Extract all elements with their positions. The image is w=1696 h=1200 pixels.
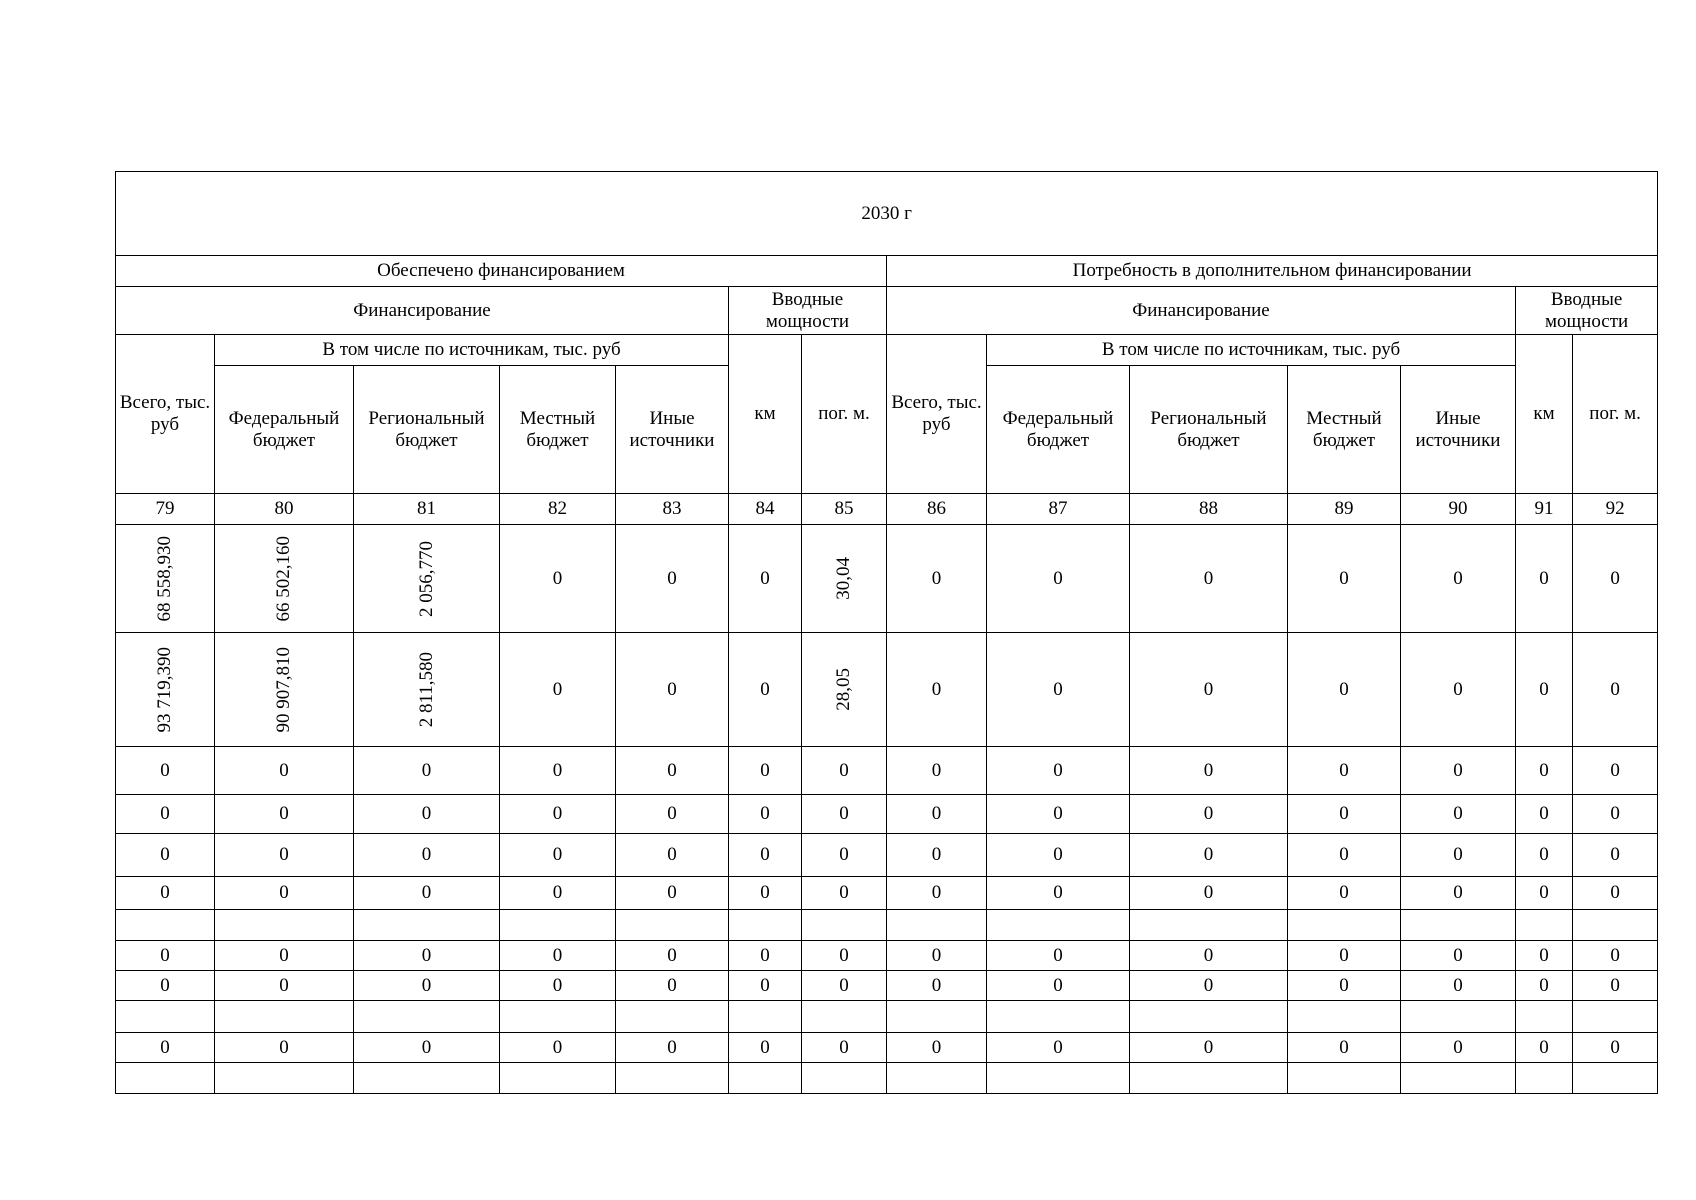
table-row (116, 971, 1658, 1001)
table-cell: 0 (616, 633, 729, 747)
additional-local-header: Местный бюджет (1288, 366, 1401, 494)
table-cell: 0 (1401, 633, 1516, 747)
table-cell: 0 (729, 941, 802, 971)
table-cell: 0 (500, 1033, 616, 1063)
table-cell: 0 (1288, 525, 1401, 633)
table-cell (1573, 1001, 1658, 1033)
table-cell: 0 (116, 877, 215, 910)
table-cell: 0 (987, 747, 1130, 795)
table-cell: 0 (887, 795, 987, 834)
table-cell (1130, 1001, 1288, 1033)
table-cell (987, 1063, 1130, 1094)
table-cell: 0 (1573, 795, 1658, 834)
table-cell: 0 (1401, 525, 1516, 633)
table-cell: 0 (616, 747, 729, 795)
table-cell: 0 (729, 1033, 802, 1063)
vertical-value: 28,05 (833, 668, 854, 711)
table-cell: 0 (1130, 747, 1288, 795)
additional-sources-header: В том числе по источникам, тыс. руб (987, 335, 1516, 366)
vertical-value: 68 558,930 (154, 535, 175, 622)
additional-total-header: Всего, тыс. руб (887, 335, 987, 494)
table-cell: 0 (802, 795, 887, 834)
table-cell: 0 (1516, 877, 1573, 910)
financing-table (115, 171, 1658, 1094)
table-cell (802, 633, 887, 747)
table-cell: 0 (1516, 971, 1573, 1001)
table-cell: 0 (1130, 633, 1288, 747)
table-cell: 0 (500, 633, 616, 747)
table-cell: 0 (802, 941, 887, 971)
additional-federal-header: Федеральный бюджет (987, 366, 1130, 494)
table-cell: 0 (1573, 747, 1658, 795)
table-cell: 0 (616, 971, 729, 1001)
table-cell: 0 (1288, 941, 1401, 971)
table-cell: 0 (1288, 971, 1401, 1001)
table-row (116, 795, 1658, 834)
column-number-cell: 85 (802, 494, 887, 525)
table-cell: 0 (1573, 1033, 1658, 1063)
table-cell: 0 (1516, 1033, 1573, 1063)
table-cell: 0 (116, 795, 215, 834)
table-cell: 0 (1573, 941, 1658, 971)
column-number-cell: 82 (500, 494, 616, 525)
table-cell: 0 (116, 941, 215, 971)
table-cell: 0 (215, 795, 354, 834)
table-cell (354, 525, 500, 633)
table-cell: 0 (1288, 877, 1401, 910)
table-cell: 0 (354, 795, 500, 834)
table-cell (1573, 910, 1658, 941)
table-row (116, 1063, 1658, 1094)
table-cell (1516, 1063, 1573, 1094)
table-cell (1573, 1063, 1658, 1094)
table-cell (802, 1063, 887, 1094)
table-cell (729, 910, 802, 941)
table-cell: 0 (802, 1033, 887, 1063)
table-cell: 0 (887, 525, 987, 633)
additional-km-header: км (1516, 335, 1573, 494)
vertical-value: 30,04 (833, 557, 854, 600)
table-cell: 0 (729, 747, 802, 795)
secured-km-header: км (729, 335, 802, 494)
table-cell: 0 (354, 747, 500, 795)
table-cell: 0 (215, 941, 354, 971)
column-number-cell: 91 (1516, 494, 1573, 525)
table-cell (500, 1063, 616, 1094)
table-cell: 0 (887, 834, 987, 877)
table-cell (1288, 910, 1401, 941)
table-cell: 0 (1573, 633, 1658, 747)
table-cell: 0 (1401, 747, 1516, 795)
additional-other-header: Иные источники (1401, 366, 1516, 494)
table-cell: 0 (1288, 1033, 1401, 1063)
table-cell: 0 (1401, 941, 1516, 971)
table-cell (1288, 1001, 1401, 1033)
table-cell: 0 (1401, 1033, 1516, 1063)
table-cell: 0 (616, 941, 729, 971)
table-cell: 0 (987, 877, 1130, 910)
table-cell: 0 (116, 971, 215, 1001)
table-cell: 0 (1516, 633, 1573, 747)
table-cell: 0 (987, 971, 1130, 1001)
table-cell (116, 525, 215, 633)
table-cell (616, 1063, 729, 1094)
table-cell: 0 (1573, 834, 1658, 877)
table-cell: 0 (987, 525, 1130, 633)
table-row (116, 941, 1658, 971)
table-cell (354, 1063, 500, 1094)
table-cell: 0 (616, 525, 729, 633)
vertical-value: 2 811,580 (415, 651, 437, 728)
table-cell: 0 (1573, 877, 1658, 910)
table-cell (802, 1001, 887, 1033)
table-cell: 0 (215, 834, 354, 877)
column-number-cell: 79 (116, 494, 215, 525)
table-cell: 0 (354, 834, 500, 877)
table-cell: 0 (729, 525, 802, 633)
table-cell (1401, 1001, 1516, 1033)
table-cell (987, 910, 1130, 941)
table-cell: 0 (887, 971, 987, 1001)
column-number-cell: 90 (1401, 494, 1516, 525)
table-row (116, 910, 1658, 941)
additional-financing-header: Потребность в дополнительном финансировании (887, 256, 1658, 287)
table-cell: 0 (616, 795, 729, 834)
column-number-cell: 92 (1573, 494, 1658, 525)
table-cell (1401, 1063, 1516, 1094)
table-cell: 0 (1288, 633, 1401, 747)
table-row (116, 633, 1658, 747)
table-cell: 0 (116, 1033, 215, 1063)
secured-total-header: Всего, тыс. руб (116, 335, 215, 494)
vertical-value: 2 056,770 (415, 540, 437, 617)
table-cell: 0 (1130, 525, 1288, 633)
column-number-cell: 88 (1130, 494, 1288, 525)
table-cell (887, 910, 987, 941)
table-cell: 0 (500, 941, 616, 971)
table-cell: 0 (887, 747, 987, 795)
column-number-cell: 84 (729, 494, 802, 525)
table-cell (887, 1063, 987, 1094)
table-cell: 0 (116, 747, 215, 795)
table-cell: 0 (1130, 1033, 1288, 1063)
secured-financing-header: Обеспечено финансированием (116, 256, 887, 287)
table-cell (1130, 910, 1288, 941)
table-cell (116, 910, 215, 941)
table-cell (116, 1001, 215, 1033)
table-cell: 0 (802, 834, 887, 877)
column-number-cell: 89 (1288, 494, 1401, 525)
table-cell (1516, 1001, 1573, 1033)
column-numbers-row (116, 494, 1658, 525)
year-title: 2030 г (116, 172, 1658, 256)
table-cell: 0 (729, 877, 802, 910)
table-cell: 0 (215, 877, 354, 910)
table-cell: 0 (354, 941, 500, 971)
table-row (116, 1033, 1658, 1063)
table-cell: 0 (729, 971, 802, 1001)
vertical-value: 93 719,390 (154, 646, 175, 733)
vertical-value: 66 502,160 (273, 535, 294, 622)
table-cell: 0 (354, 877, 500, 910)
table-cell (729, 1063, 802, 1094)
additional-financing-subheader: Финансирование (887, 287, 1516, 335)
table-cell: 0 (1288, 834, 1401, 877)
table-cell: 0 (616, 834, 729, 877)
table-cell (802, 910, 887, 941)
table-row (116, 877, 1658, 910)
table-cell: 0 (1130, 795, 1288, 834)
table-cell: 0 (354, 971, 500, 1001)
table-cell: 0 (1288, 747, 1401, 795)
table-cell: 0 (729, 795, 802, 834)
table-cell: 0 (616, 877, 729, 910)
table-cell: 0 (987, 941, 1130, 971)
secured-capacity-header: Вводные мощности (729, 287, 887, 335)
additional-regional-header: Региональный бюджет (1130, 366, 1288, 494)
table-cell (215, 525, 354, 633)
secured-local-header: Местный бюджет (500, 366, 616, 494)
table-cell (729, 1001, 802, 1033)
secured-regional-header: Региональный бюджет (354, 366, 500, 494)
table-cell: 0 (500, 971, 616, 1001)
table-cell: 0 (887, 941, 987, 971)
table-cell: 0 (729, 834, 802, 877)
table-cell: 0 (1401, 795, 1516, 834)
column-number-cell: 86 (887, 494, 987, 525)
table-row (116, 834, 1658, 877)
table-cell (354, 910, 500, 941)
table-cell: 0 (116, 834, 215, 877)
table-cell (215, 1001, 354, 1033)
column-number-cell: 87 (987, 494, 1130, 525)
secured-federal-header: Федеральный бюджет (215, 366, 354, 494)
table-cell: 0 (887, 877, 987, 910)
table-row (116, 1001, 1658, 1033)
table-cell (887, 1001, 987, 1033)
table-cell (354, 633, 500, 747)
table-cell (1516, 910, 1573, 941)
table-cell: 0 (1130, 941, 1288, 971)
table-cell: 0 (500, 834, 616, 877)
table-cell: 0 (1516, 834, 1573, 877)
table-cell (616, 1001, 729, 1033)
vertical-value: 90 907,810 (273, 646, 294, 733)
table-cell (616, 910, 729, 941)
table-cell: 0 (987, 1033, 1130, 1063)
table-cell: 0 (354, 1033, 500, 1063)
table-cell: 0 (1130, 877, 1288, 910)
table-cell (987, 1001, 1130, 1033)
table-cell: 0 (887, 1033, 987, 1063)
table-cell: 0 (1130, 971, 1288, 1001)
table-cell (354, 1001, 500, 1033)
table-cell (1401, 910, 1516, 941)
secured-pog-header: пог. м. (802, 335, 887, 494)
table-cell: 0 (1288, 795, 1401, 834)
table-cell: 0 (1401, 877, 1516, 910)
table-cell (116, 1063, 215, 1094)
table-cell (500, 910, 616, 941)
column-number-cell: 83 (616, 494, 729, 525)
table-cell: 0 (215, 747, 354, 795)
table-cell: 0 (987, 795, 1130, 834)
table-cell: 0 (802, 971, 887, 1001)
column-number-cell: 80 (215, 494, 354, 525)
table-cell: 0 (802, 877, 887, 910)
table-cell (802, 525, 887, 633)
table-cell: 0 (1516, 795, 1573, 834)
table-cell: 0 (987, 633, 1130, 747)
table-cell: 0 (500, 747, 616, 795)
table-row (116, 747, 1658, 795)
table-cell: 0 (802, 747, 887, 795)
table-cell: 0 (1573, 971, 1658, 1001)
additional-capacity-header: Вводные мощности (1516, 287, 1658, 335)
table-cell: 0 (1401, 971, 1516, 1001)
table-cell: 0 (500, 795, 616, 834)
table-cell: 0 (1401, 834, 1516, 877)
secured-sources-header: В том числе по источникам, тыс. руб (215, 335, 729, 366)
table-cell: 0 (729, 633, 802, 747)
table-cell (116, 633, 215, 747)
table-cell: 0 (887, 633, 987, 747)
column-number-cell: 81 (354, 494, 500, 525)
table-cell: 0 (500, 877, 616, 910)
table-cell: 0 (1130, 834, 1288, 877)
table-cell (215, 910, 354, 941)
secured-financing-subheader: Финансирование (116, 287, 729, 335)
table-cell (1130, 1063, 1288, 1094)
table-cell: 0 (1516, 941, 1573, 971)
table-cell: 0 (987, 834, 1130, 877)
table-cell: 0 (215, 971, 354, 1001)
table-cell (1288, 1063, 1401, 1094)
table-cell: 0 (1573, 525, 1658, 633)
table-cell (215, 633, 354, 747)
table-cell: 0 (616, 1033, 729, 1063)
table-cell (215, 1063, 354, 1094)
secured-other-header: Иные источники (616, 366, 729, 494)
table-cell (500, 1001, 616, 1033)
additional-pog-header: пог. м. (1573, 335, 1658, 494)
table-cell: 0 (1516, 525, 1573, 633)
table-cell: 0 (1516, 747, 1573, 795)
table-cell: 0 (500, 525, 616, 633)
table-cell: 0 (215, 1033, 354, 1063)
table-row (116, 525, 1658, 633)
